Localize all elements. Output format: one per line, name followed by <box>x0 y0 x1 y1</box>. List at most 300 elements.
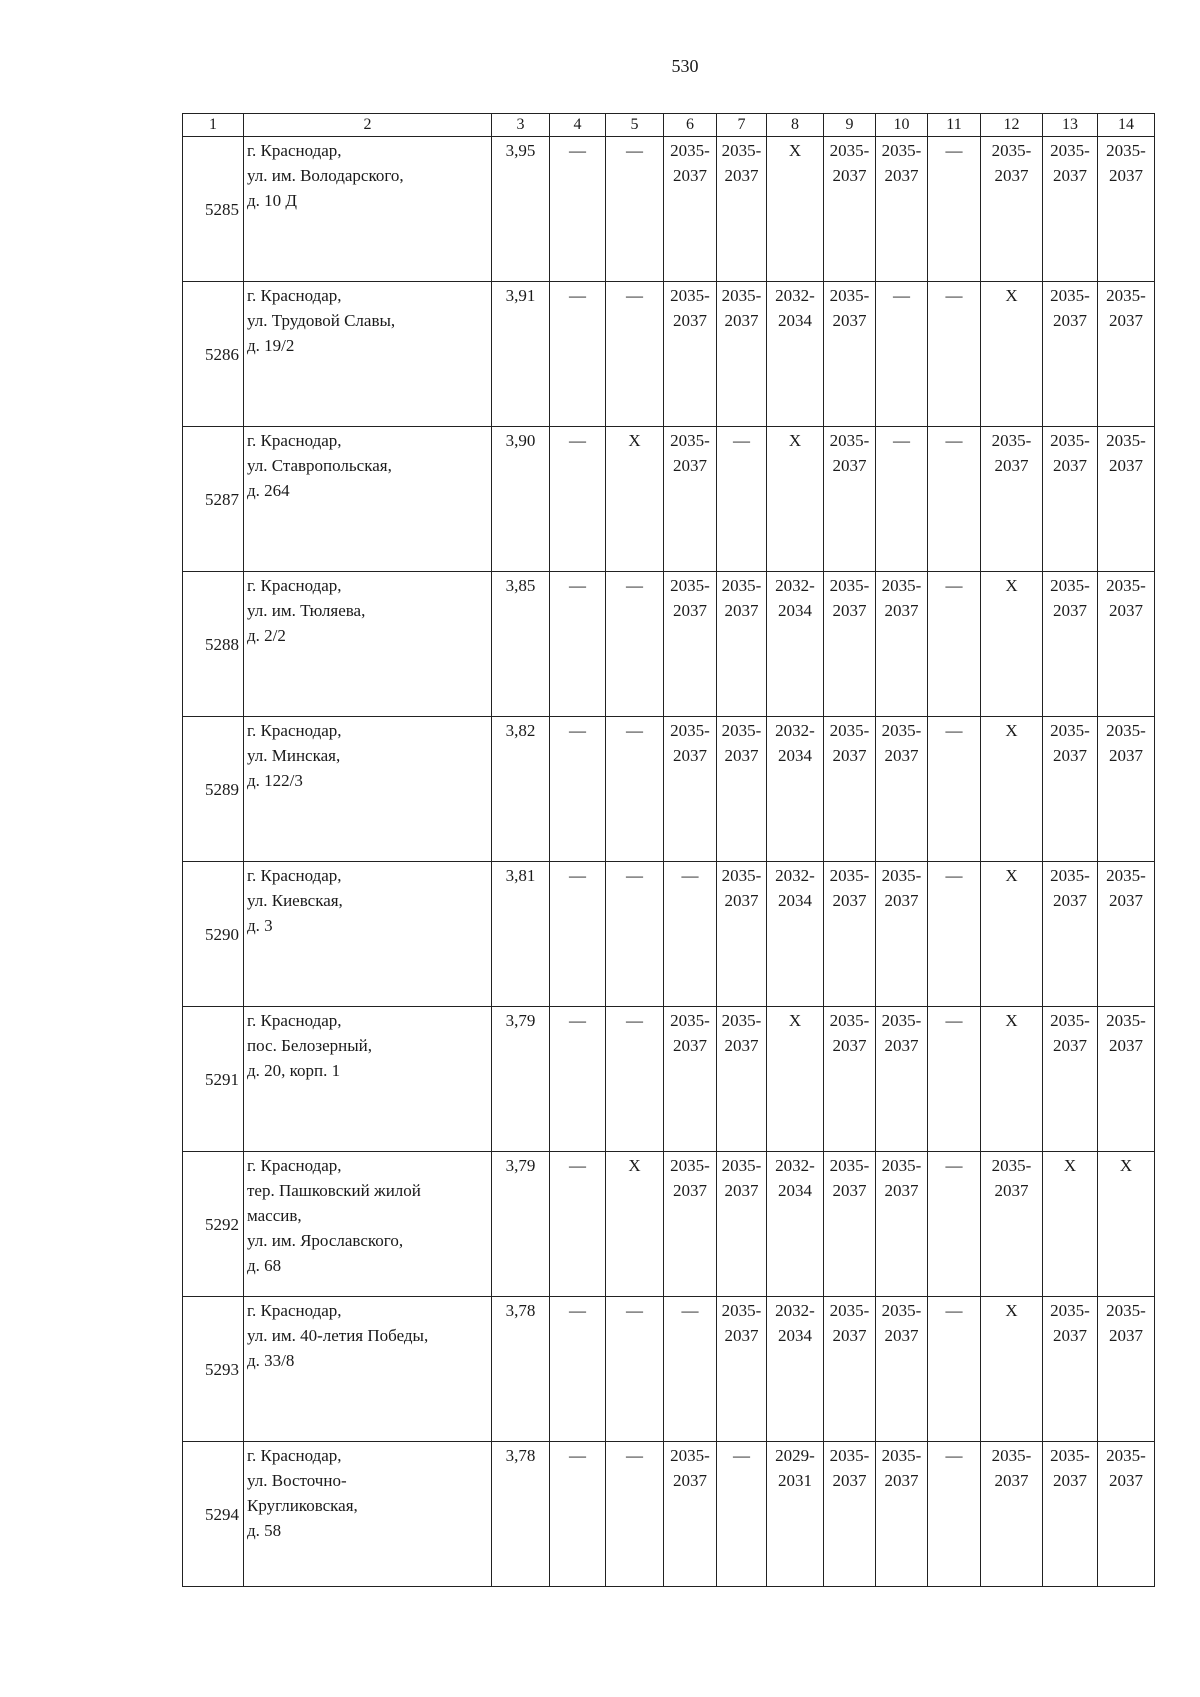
cell-text: 2035- <box>829 1446 870 1465</box>
value-cell-col-5 <box>606 717 664 862</box>
cell-text: 2035- <box>881 576 922 595</box>
column-header-3: 3 <box>492 114 550 137</box>
cell-text: 2037 <box>673 1181 707 1200</box>
address-line: тер. Пашковский жилой <box>247 1181 421 1200</box>
value-cell-col-10 <box>876 427 928 572</box>
value-cell-col-9 <box>824 1152 876 1297</box>
cell-text: 2035- <box>881 1301 922 1320</box>
cell-text: 2037 <box>724 1036 759 1055</box>
value-cell-col-7 <box>717 717 767 862</box>
value-cell-col-7 <box>717 1297 767 1442</box>
address-line: д. 33/8 <box>247 1351 295 1370</box>
cell-text: — <box>945 431 963 450</box>
cell-text: 2037 <box>673 601 707 620</box>
value-cell-col-4 <box>550 717 606 862</box>
address-line: Кругликовская, <box>247 1496 358 1515</box>
value-cell-col-11 <box>928 862 981 1007</box>
value-cell-col-13 <box>1043 137 1098 282</box>
value-cell-col-12 <box>981 1152 1043 1297</box>
cell-text: 2037 <box>1053 601 1087 620</box>
value-cell-col-9 <box>824 1007 876 1152</box>
cell-text: 2032- <box>775 576 815 595</box>
value-cell-col-14 <box>1098 862 1155 1007</box>
cell-text: 2037 <box>1053 891 1087 910</box>
cell-text: X <box>1005 1301 1018 1320</box>
cell-text: 2037 <box>1053 1471 1087 1490</box>
cell-text: X <box>1005 866 1018 885</box>
value-cell-col-12 <box>981 137 1043 282</box>
value-cell-col-10 <box>876 1297 928 1442</box>
cell-text: 2037 <box>1109 746 1143 765</box>
address-line: ул. им. 40-летия Победы, <box>247 1326 429 1345</box>
row-number: 5292 <box>183 1152 244 1297</box>
cell-text: 3,79 <box>505 1011 536 1030</box>
address-line: г. Краснодар, <box>247 866 342 885</box>
value-cell-col-12 <box>981 427 1043 572</box>
cell-text: 2037 <box>884 1471 919 1490</box>
cell-text: 2032- <box>775 866 815 885</box>
value-cell-col-10 <box>876 717 928 862</box>
value-cell-col-5 <box>606 1442 664 1587</box>
cell-text: 2032- <box>775 1156 815 1175</box>
row-number: 5286 <box>183 282 244 427</box>
cell-text: 3,82 <box>505 721 536 740</box>
value-cell-col-11 <box>928 137 981 282</box>
value-cell-col-10 <box>876 1442 928 1587</box>
value-cell-col-7 <box>717 1152 767 1297</box>
column-header-5: 5 <box>606 114 664 137</box>
cell-text: 2037 <box>1053 1036 1087 1055</box>
cell-text: 2034 <box>778 891 812 910</box>
column-header-12: 12 <box>981 114 1043 137</box>
cell-text: 2035- <box>721 576 762 595</box>
value-cell-col-14 <box>1098 427 1155 572</box>
cell-text: 2035- <box>1106 1446 1146 1465</box>
cell-text: 2037 <box>1109 166 1143 185</box>
value-cell-col-5 <box>606 572 664 717</box>
cell-text: — <box>569 721 586 740</box>
value-cell-col-5 <box>606 137 664 282</box>
cell-text: — <box>945 1301 963 1320</box>
cell-text: — <box>945 1011 963 1030</box>
column-header-7: 7 <box>717 114 767 137</box>
cell-text: 2029- <box>775 1446 815 1465</box>
register-table <box>182 113 1155 1587</box>
page-number: 530 <box>671 56 699 76</box>
cell-text: 2037 <box>724 891 759 910</box>
row-number: 5291 <box>183 1007 244 1152</box>
cell-text: 2035- <box>670 721 710 740</box>
table-row <box>183 1297 1155 1442</box>
cell-text: 2035- <box>1050 721 1090 740</box>
value-cell-col-3 <box>492 1152 550 1297</box>
cell-text: 2035- <box>670 576 710 595</box>
value-cell-col-5 <box>606 1297 664 1442</box>
cell-text: — <box>733 431 750 450</box>
table-row <box>183 1442 1155 1587</box>
cell-text: 2037 <box>994 1471 1029 1490</box>
value-cell-col-13 <box>1043 1152 1098 1297</box>
address-line: д. 264 <box>247 481 290 500</box>
value-cell-col-11 <box>928 1297 981 1442</box>
cell-text: 2035- <box>1050 1301 1090 1320</box>
address-cell <box>244 717 492 862</box>
row-number: 5294 <box>183 1442 244 1587</box>
cell-text: 2035- <box>670 431 710 450</box>
cell-text: 2035- <box>881 866 922 885</box>
value-cell-col-8 <box>767 1152 824 1297</box>
cell-text: — <box>945 1446 963 1465</box>
cell-text: 2037 <box>673 166 707 185</box>
value-cell-col-10 <box>876 1007 928 1152</box>
cell-text: — <box>626 866 643 885</box>
cell-text: 2035- <box>670 1011 710 1030</box>
value-cell-col-7 <box>717 1007 767 1152</box>
value-cell-col-4 <box>550 1297 606 1442</box>
cell-text: 2037 <box>884 166 919 185</box>
value-cell-col-3 <box>492 717 550 862</box>
cell-text: 2037 <box>832 1181 867 1200</box>
value-cell-col-12 <box>981 1007 1043 1152</box>
cell-text: 2037 <box>1053 311 1087 330</box>
address-cell <box>244 282 492 427</box>
value-cell-col-6 <box>664 427 717 572</box>
address-line: д. 10 Д <box>247 191 297 210</box>
cell-text: — <box>626 721 643 740</box>
cell-text: — <box>569 286 586 305</box>
value-cell-col-13 <box>1043 572 1098 717</box>
value-cell-col-3 <box>492 862 550 1007</box>
cell-text: 2037 <box>832 746 867 765</box>
value-cell-col-9 <box>824 862 876 1007</box>
value-cell-col-10 <box>876 862 928 1007</box>
cell-text: X <box>1005 721 1018 740</box>
value-cell-col-11 <box>928 1152 981 1297</box>
cell-text: 2035- <box>670 1156 710 1175</box>
cell-text: 2035- <box>881 1011 922 1030</box>
cell-text: 2037 <box>884 1326 919 1345</box>
cell-text: 2035- <box>1106 866 1146 885</box>
value-cell-col-8 <box>767 862 824 1007</box>
cell-text: 2037 <box>884 601 919 620</box>
address-line: д. 58 <box>247 1521 282 1540</box>
value-cell-col-14 <box>1098 1152 1155 1297</box>
cell-text: — <box>733 1446 750 1465</box>
address-line: д. 20, корп. 1 <box>247 1061 341 1080</box>
value-cell-col-6 <box>664 862 717 1007</box>
row-number: 5293 <box>183 1297 244 1442</box>
row-number: 5285 <box>183 137 244 282</box>
cell-text: 2034 <box>778 1181 812 1200</box>
value-cell-col-8 <box>767 572 824 717</box>
cell-text: X <box>628 1156 641 1175</box>
value-cell-col-3 <box>492 572 550 717</box>
cell-text: 2037 <box>724 746 759 765</box>
cell-text: 2032- <box>775 1301 815 1320</box>
value-cell-col-9 <box>824 1442 876 1587</box>
address-line: г. Краснодар, <box>247 431 342 450</box>
cell-text: 2035- <box>1106 141 1146 160</box>
cell-text: X <box>628 431 641 450</box>
cell-text: 2035- <box>1106 431 1146 450</box>
cell-text: 2035- <box>721 721 762 740</box>
cell-text: — <box>945 866 963 885</box>
cell-text: 2035- <box>881 1156 922 1175</box>
value-cell-col-8 <box>767 1297 824 1442</box>
value-cell-col-14 <box>1098 717 1155 862</box>
address-line: д. 2/2 <box>247 626 286 645</box>
cell-text: 2035- <box>1106 721 1146 740</box>
cell-text: 3,90 <box>505 431 536 450</box>
address-cell <box>244 1152 492 1297</box>
value-cell-col-9 <box>824 717 876 862</box>
value-cell-col-4 <box>550 1007 606 1152</box>
value-cell-col-6 <box>664 282 717 427</box>
cell-text: 2035- <box>721 141 762 160</box>
cell-text: X <box>1063 1156 1077 1175</box>
cell-text: 2037 <box>1109 1326 1143 1345</box>
column-header-2: 2 <box>244 114 492 137</box>
value-cell-col-10 <box>876 1152 928 1297</box>
cell-text: 2032- <box>775 286 815 305</box>
cell-text: 3,91 <box>505 286 536 305</box>
cell-text: 2035- <box>991 1446 1032 1465</box>
column-number-row <box>183 114 1155 137</box>
cell-text: 2037 <box>1053 746 1087 765</box>
value-cell-col-11 <box>928 1442 981 1587</box>
cell-text: X <box>1005 286 1018 305</box>
address-cell <box>244 1007 492 1152</box>
cell-text: 2035- <box>829 1011 870 1030</box>
value-cell-col-13 <box>1043 1297 1098 1442</box>
value-cell-col-11 <box>928 717 981 862</box>
value-cell-col-6 <box>664 717 717 862</box>
cell-text: 2035- <box>991 431 1032 450</box>
address-line: г. Краснодар, <box>247 721 342 740</box>
value-cell-col-3 <box>492 137 550 282</box>
value-cell-col-7 <box>717 1442 767 1587</box>
value-cell-col-12 <box>981 862 1043 1007</box>
cell-text: X <box>1005 1011 1018 1030</box>
table-row <box>183 282 1155 427</box>
address-line: д. 19/2 <box>247 336 295 355</box>
value-cell-col-11 <box>928 1007 981 1152</box>
cell-text: — <box>569 431 586 450</box>
cell-text: 2035- <box>1106 1301 1146 1320</box>
value-cell-col-10 <box>876 282 928 427</box>
cell-text: 2037 <box>832 601 867 620</box>
cell-text: 2035- <box>829 286 870 305</box>
cell-text: 2037 <box>1109 1471 1143 1490</box>
value-cell-col-9 <box>824 572 876 717</box>
cell-text: 2037 <box>994 1181 1029 1200</box>
value-cell-col-7 <box>717 862 767 1007</box>
cell-text: 2037 <box>724 1181 759 1200</box>
cell-text: 2032- <box>775 721 815 740</box>
cell-text: — <box>681 1301 699 1320</box>
table-row <box>183 1007 1155 1152</box>
address-line: г. Краснодар, <box>247 286 342 305</box>
value-cell-col-14 <box>1098 282 1155 427</box>
cell-text: 3,95 <box>505 141 536 160</box>
cell-text: — <box>569 1011 586 1030</box>
cell-text: 2037 <box>1109 891 1143 910</box>
cell-text: — <box>945 721 963 740</box>
cell-text: 2037 <box>673 311 707 330</box>
value-cell-col-4 <box>550 1442 606 1587</box>
cell-text: X <box>788 141 802 160</box>
cell-text: 2037 <box>832 1326 867 1345</box>
cell-text: 2037 <box>832 311 867 330</box>
cell-text: 2035- <box>829 431 870 450</box>
value-cell-col-14 <box>1098 572 1155 717</box>
value-cell-col-4 <box>550 862 606 1007</box>
value-cell-col-14 <box>1098 137 1155 282</box>
value-cell-col-5 <box>606 1152 664 1297</box>
cell-text: 2037 <box>884 891 919 910</box>
address-line: пос. Белозерный, <box>247 1036 372 1055</box>
address-line: г. Краснодар, <box>247 1156 342 1175</box>
cell-text: 2037 <box>1053 1326 1087 1345</box>
cell-text: 2037 <box>673 456 707 475</box>
address-line: г. Краснодар, <box>247 141 342 160</box>
address-cell <box>244 427 492 572</box>
address-line: ул. Ставропольская, <box>247 456 392 475</box>
cell-text: 2035- <box>1106 576 1146 595</box>
cell-text: 2035- <box>829 1156 870 1175</box>
address-line: ул. Трудовой Славы, <box>247 311 396 330</box>
value-cell-col-5 <box>606 1007 664 1152</box>
cell-text: X <box>788 431 802 450</box>
value-cell-col-8 <box>767 282 824 427</box>
address-line: г. Краснодар, <box>247 1011 342 1030</box>
value-cell-col-3 <box>492 282 550 427</box>
cell-text: 2035- <box>670 141 710 160</box>
value-cell-col-4 <box>550 282 606 427</box>
cell-text: 2035- <box>1050 286 1090 305</box>
cell-text: 2037 <box>1053 456 1087 475</box>
cell-text: — <box>569 1301 586 1320</box>
cell-text: 2035- <box>991 141 1032 160</box>
address-cell <box>244 137 492 282</box>
cell-text: 2037 <box>884 1181 919 1200</box>
cell-text: 3,78 <box>505 1301 536 1320</box>
value-cell-col-9 <box>824 1297 876 1442</box>
cell-text: 2035- <box>829 866 870 885</box>
value-cell-col-10 <box>876 137 928 282</box>
address-line: ул. им. Тюляева, <box>247 601 366 620</box>
cell-text: 2034 <box>778 601 812 620</box>
value-cell-col-13 <box>1043 1442 1098 1587</box>
cell-text: 2037 <box>832 891 867 910</box>
cell-text: 2035- <box>721 1011 762 1030</box>
value-cell-col-5 <box>606 282 664 427</box>
address-line: г. Краснодар, <box>247 1446 342 1465</box>
address-line: д. 122/3 <box>247 771 303 790</box>
cell-text: 2037 <box>1109 601 1143 620</box>
value-cell-col-14 <box>1098 1007 1155 1152</box>
cell-text: 2035- <box>1050 141 1090 160</box>
table-row <box>183 862 1155 1007</box>
value-cell-col-8 <box>767 1442 824 1587</box>
row-number: 5290 <box>183 862 244 1007</box>
cell-text: 2035- <box>881 141 922 160</box>
value-cell-col-3 <box>492 1442 550 1587</box>
value-cell-col-9 <box>824 427 876 572</box>
value-cell-col-3 <box>492 427 550 572</box>
value-cell-col-13 <box>1043 427 1098 572</box>
cell-text: 2035- <box>670 1446 710 1465</box>
cell-text: — <box>569 576 586 595</box>
cell-text: 2037 <box>832 456 867 475</box>
cell-text: 2037 <box>994 456 1029 475</box>
cell-text: 2035- <box>829 721 870 740</box>
value-cell-col-13 <box>1043 862 1098 1007</box>
cell-text: — <box>626 1301 643 1320</box>
cell-text: — <box>626 1446 643 1465</box>
value-cell-col-6 <box>664 137 717 282</box>
value-cell-col-3 <box>492 1007 550 1152</box>
cell-text: — <box>893 431 910 450</box>
cell-text: 2037 <box>673 1036 707 1055</box>
address-line: г. Краснодар, <box>247 1301 342 1320</box>
column-header-11: 11 <box>928 114 981 137</box>
value-cell-col-6 <box>664 1297 717 1442</box>
cell-text: — <box>569 1156 586 1175</box>
cell-text: — <box>945 1156 963 1175</box>
cell-text: 2034 <box>778 311 812 330</box>
value-cell-col-7 <box>717 427 767 572</box>
cell-text: — <box>626 141 643 160</box>
cell-text: — <box>945 576 963 595</box>
cell-text: — <box>626 1011 643 1030</box>
column-header-4: 4 <box>550 114 606 137</box>
address-cell <box>244 1442 492 1587</box>
address-line: ул. Восточно- <box>247 1471 347 1490</box>
cell-text: 2037 <box>724 311 759 330</box>
row-number: 5288 <box>183 572 244 717</box>
value-cell-col-4 <box>550 572 606 717</box>
cell-text: 3,79 <box>505 1156 536 1175</box>
address-line: г. Краснодар, <box>247 576 342 595</box>
cell-text: 2035- <box>829 141 870 160</box>
value-cell-col-13 <box>1043 1007 1098 1152</box>
table-row <box>183 137 1155 282</box>
value-cell-col-4 <box>550 427 606 572</box>
value-cell-col-5 <box>606 862 664 1007</box>
address-cell <box>244 572 492 717</box>
cell-text: 2035- <box>721 286 762 305</box>
value-cell-col-8 <box>767 137 824 282</box>
cell-text: 2037 <box>673 1471 707 1490</box>
value-cell-col-8 <box>767 1007 824 1152</box>
value-cell-col-4 <box>550 1152 606 1297</box>
cell-text: 2037 <box>724 601 759 620</box>
value-cell-col-8 <box>767 427 824 572</box>
column-header-1: 1 <box>183 114 244 137</box>
cell-text: — <box>893 286 910 305</box>
value-cell-col-12 <box>981 1297 1043 1442</box>
cell-text: 2035- <box>1106 1011 1146 1030</box>
value-cell-col-4 <box>550 137 606 282</box>
cell-text: 2037 <box>1109 1036 1143 1055</box>
cell-text: 2035- <box>1050 1446 1090 1465</box>
row-number: 5287 <box>183 427 244 572</box>
cell-text: 2037 <box>1109 311 1143 330</box>
cell-text: — <box>681 866 699 885</box>
value-cell-col-13 <box>1043 717 1098 862</box>
cell-text: 2037 <box>994 166 1029 185</box>
